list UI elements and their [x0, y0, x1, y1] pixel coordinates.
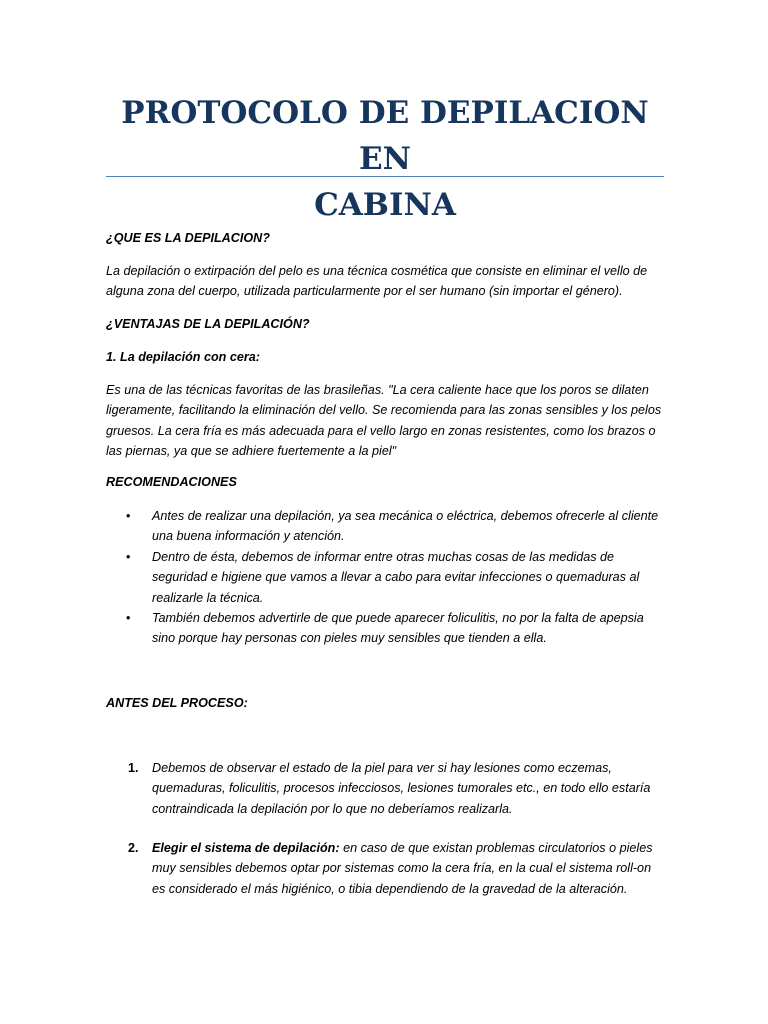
paragraph-que-es: La depilación o extirpación del pelo es una técnica cosmética que consiste en eliminar el vello de alguna zona del cuerpo, utilizada particularmente por el ser humano (sin importar el género). — [106, 264, 648, 299]
list-item — [106, 758, 666, 819]
recomendaciones-list — [106, 506, 666, 649]
step-number: 2. — [128, 841, 139, 855]
step-text: Debemos de observar el estado de la piel para ver si hay lesiones como eczemas, quemaduras, foliculitis, procesos infecciosos, lesiones tumorales etc., en todo ello estaría contraindicada la depilación por lo que no deberíamos realizarla. — [152, 761, 651, 816]
title-underline — [106, 176, 664, 177]
bullet-icon: • — [126, 611, 131, 626]
list-item — [106, 547, 666, 608]
bullet-icon: • — [126, 549, 131, 564]
step-bold-lead: Elegir el sistema de depilación: — [152, 841, 340, 855]
heading-recomendaciones: RECOMENDACIONES — [106, 475, 237, 489]
step-number: 1. — [128, 761, 139, 775]
heading-ventajas: ¿VENTAJAS DE LA DEPILACIÓN? — [106, 317, 310, 331]
title-line-1: PROTOCOLO DE DEPILACION EN — [121, 95, 649, 177]
list-item — [106, 506, 666, 547]
step-list-1 — [106, 758, 666, 819]
list-item — [106, 838, 666, 899]
list-item — [106, 608, 666, 649]
page-title — [106, 90, 664, 228]
step-text: en caso de que existan problemas circulatorios o pieles muy sensibles debemos optar por sistemas como la cera fría, en la cual el sistema roll-on es considerado el más higiénico, o tibia dependiendo de la gravedad de la alteración. — [152, 841, 653, 896]
step-list-2 — [106, 838, 666, 899]
list-item-text: También debemos advertirle de que puede aparecer foliculitis, no por la falta de apepsia sino porque hay personas con pieles muy sensibles que tienden a ella. — [152, 611, 644, 646]
list-item-text: Dentro de ésta, debemos de informar entre otras muchas cosas de las medidas de seguridad e higiene que vamos a llevar a cabo para evitar infecciones o quemaduras al realizarle la técnica. — [152, 549, 640, 605]
heading-que-es: ¿QUE ES LA DEPILACION? — [106, 231, 270, 245]
title-line-2: CABINA — [314, 187, 456, 223]
heading-antes-proceso: ANTES DEL PROCESO: — [106, 696, 248, 710]
list-item-text: Antes de realizar una depilación, ya sea mecánica o eléctrica, debemos ofrecerle al cliente una buena información y atención. — [152, 509, 659, 544]
heading-cera: 1. La depilación con cera: — [106, 350, 260, 364]
bullet-icon: • — [126, 509, 131, 523]
paragraph-cera: Es una de las técnicas favoritas de las brasileñas. "La cera caliente hace que los poros se dilaten ligeramente, facilitando la eliminación del vello. Se recomienda para las zonas sensibles y los pelos gruesos. La cera fría es más adecuada para el vello largo en zonas resistentes, como los brazos o las piernas, ya que se adhiere fuertemente a la piel" — [106, 383, 662, 459]
